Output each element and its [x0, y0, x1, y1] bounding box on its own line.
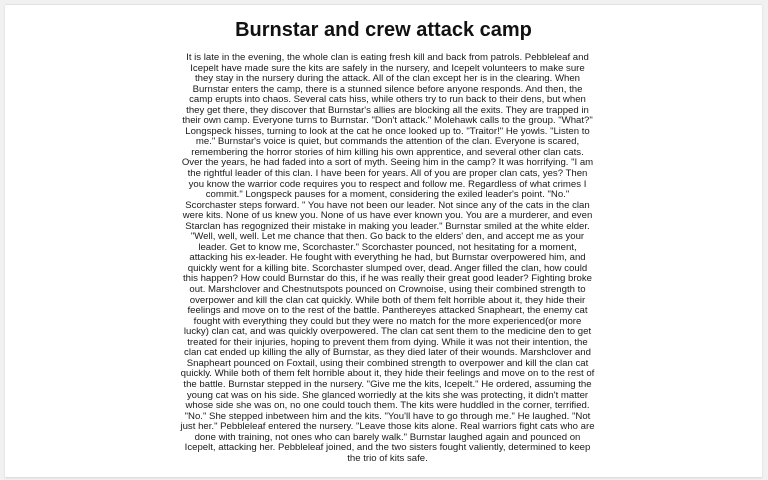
page-title: Burnstar and crew attack camp	[235, 19, 532, 41]
story-body-text: It is late in the evening, the whole clan is eating fresh kill and back from patrols. Pebbleleaf and Icepelt have made sure the kits are safely in the nursery, and Icepelt volunteers to make sure they stay in the nursery during the attack. All of the clan except her is in the clearing. When Burnstar enters the camp, there is a stunned silence before anyone responds. And then, the camp erupts into chaos. Several cats hiss, while others try to run back to their dens, but when they get there, they discover that Burnstar's allies are blocking all the exits. They are trapped in their own camp. Everyone turns to Burnstar. "Don't attack." Molehawk calls to the group. "What?" Longspeck hisses, turning to look at the cat he once looked up to. "Traitor!" He yowls. "Listen to me." Burnstar's voice is quiet, but commands the attention of the clan. Everyone is scared, remembering the horror stories of him killing his own apprentice, and several other clan cats. Over the years, he had faded into a sort of myth. Seeing him in the camp? It was horrifying. "I am the rightful leader of this clan. I have been for years. All of you are proper clan cats, yes? Then you know the warrior code requires you to respect and follow me. Regardless of what crimes I commit." Longspeck pauses for a moment, considering the exiled leader's point. "No." Scorchaster steps forward. " You have not been our leader. Not since any of the cats in the clan were kits. None of us knew you. None of us have ever known you. You are a murderer, and even Starclan has regognized their mistake in making you leader." Burnstar smiled at the white elder. "Well, well, well. Let me chance that then. Go back to the elders' den, and accept me as your leader. Get to know me, Scorchaster." Scorchaster pounced, not hesitating for a moment, attacking his ex-leader. He fought with everything he had, but Burnstar overpowered him, and quickly went for a killing bite. Scorchaster slumped over, dead. Anger filled the clan, how could this happen? How could Burnstar do this, if he was really their great good leader? Fighting broke out. Marshclover and Chestnutspots pounced on Crownoise, using their combined strength to overpower and kill the clan cat quickly. While both of them felt horrible about it, they hide their feelings and move on to the rest of the battle. Panthereyes attacked Snapheart, the enemy cat fought with everything they could but they were no match for the more experienced(or more lucky) clan cat, and was quickly overpowered. The clan cat sent them to the medicine den to get treated for their injuries, hoping to prevent them from dying. While it was not their intention, the clan cat ended up killing the ally of Burnstar, as they died later of their wounds. Marshclover and Snapheart pounced on Foxtail, using their combined strength to overpower and kill the clan cat quickly. While both of them felt horrible about it, they hide their feelings and move on to the rest of the battle. Burnstar stepped in the nursery. "Give me the kits, Icepelt." He ordered, assuming the young cat was on his side. She glanced worriedly at the kits she was protecting, it didn't matter whose side she was on, no one could touch them. The kits were huddled in the corner, terrified. "No." She stepped inbetween him and the kits. "You'll have to go through me." He laughed. "Not just her." Pebbleleaf entered the nursery. "Leave those kits alone. Real warriors fight cats who are done with training, not ones who can barely walk." Burnstar laughed again and pounced on Icepelt, attacking her. Pebbleleaf joined, and the two sisters fought valiently, determined to keep the trio of kits safe.	[180, 52, 595, 464]
document-card	[5, 4, 762, 477]
